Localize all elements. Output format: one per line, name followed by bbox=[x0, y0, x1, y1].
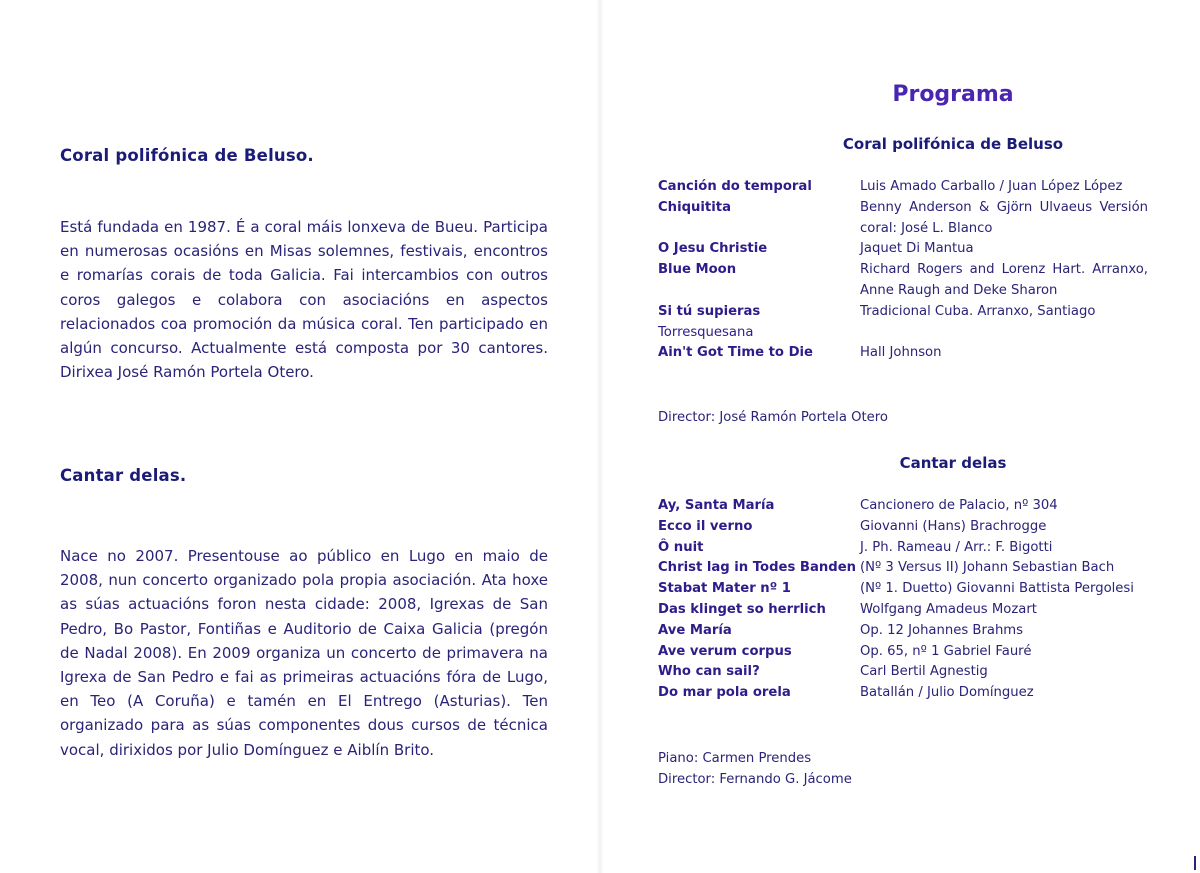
composer: Batallán / Julio Domínguez bbox=[860, 685, 1034, 701]
section-paragraph-coral-beluso: Está fundada en 1987. É a coral máis lonxeva de Bueu. Participa en numerosas ocasións en Misas solemnes, festivais, encontros e romarías corais de toda Galicia. Fai intercambios con outros coros galegos e colabora con asociacións en aspectos relacionados coa promoción da música coral. Ten participado en algún concurso. Actualmente está composta por 30 cantores. Dirixea José Ramón Portela Otero. bbox=[60, 218, 548, 382]
composer: Jaquet Di Mantua bbox=[860, 241, 974, 257]
section-paragraph-cantar-delas: Nace no 2007. Presentouse ao público en Lugo en maio de 2008, nun concerto organizado pola propia asociación. Ata hoxe as súas actuacións foron nesta cidade: 2008, Igrexas de San Pedro, Bo Pastor, Fontiñas e Auditorio de Caixa Galicia (pregón de Nadal 2008). En 2009 organiza un concerto de primavera na Igrexa de San Pedro e fai as primeiras actuacións fóra de Lugo, en Teo (A Coruña) e tamén en El Entrego (Asturias). Ten organizado para as súas componentes dous cursos de técnica vocal, dirixidos por Julio Domínguez e Aiblín Brito. bbox=[60, 547, 548, 759]
work-title: Das klinget so herrlich bbox=[658, 601, 826, 617]
piano-credit-cantar-delas: Piano: Carmen Prendes bbox=[658, 751, 812, 766]
programme-table-coral-beluso bbox=[658, 177, 1148, 364]
programme-row bbox=[658, 302, 1148, 323]
composer: Benny Anderson & Gjörn Ulvaeus Versión coral: José L. Blanco bbox=[860, 199, 1148, 236]
work-title: O Jesu Christie bbox=[658, 241, 768, 257]
programme-row bbox=[658, 260, 1148, 302]
programme-row bbox=[658, 621, 1148, 642]
choir-title-cantar-delas: Cantar delas bbox=[899, 454, 1007, 472]
programme-row bbox=[658, 579, 1148, 600]
work-title: Do mar pola orela bbox=[658, 685, 791, 701]
programme-title: Programa bbox=[892, 82, 1014, 107]
programme-row bbox=[658, 600, 1148, 621]
work-title: Ecco il verno bbox=[658, 518, 753, 534]
work-title: Ave María bbox=[658, 622, 732, 638]
director-credit-coral-beluso: Director: José Ramón Portela Otero bbox=[658, 410, 888, 425]
work-title: Who can sail? bbox=[658, 664, 760, 680]
programme-row bbox=[658, 198, 1148, 240]
programme-row bbox=[658, 343, 1148, 364]
composer: (Nº 1. Duetto) Giovanni Battista Pergolesi bbox=[860, 581, 1134, 597]
work-title: Chiquitita bbox=[658, 199, 731, 215]
section-heading-cantar-delas: Cantar delas. bbox=[60, 466, 187, 485]
work-title: Blue Moon bbox=[658, 262, 737, 278]
programme-row bbox=[658, 683, 1148, 704]
composer: Richard Rogers and Lorenz Hart. Arranxo, Anne Raugh and Deke Sharon bbox=[860, 262, 1148, 298]
composer: Hall Johnson bbox=[860, 345, 942, 361]
work-title: Ay, Santa María bbox=[658, 498, 775, 513]
programme-row bbox=[658, 517, 1148, 538]
programme-row bbox=[658, 239, 1148, 260]
programme-row bbox=[658, 323, 1148, 344]
programme-row bbox=[658, 177, 1148, 198]
programme-table-cantar-delas bbox=[658, 496, 1148, 704]
programme-row bbox=[658, 558, 1148, 579]
composer: Giovanni (Hans) Brachrogge bbox=[860, 518, 1047, 534]
composer: J. Ph. Rameau / Arr.: F. Bigotti bbox=[860, 539, 1053, 555]
work-title: Ô nuit bbox=[658, 539, 704, 555]
composer: (Nº 3 Versus II) Johann Sebastian Bach bbox=[860, 560, 1115, 576]
composer bbox=[860, 323, 1148, 344]
programme-row bbox=[658, 662, 1148, 683]
work-title: Torresquesana bbox=[658, 324, 754, 340]
work-title: Si tú supieras bbox=[658, 303, 761, 319]
programme-row bbox=[658, 496, 1148, 517]
work-title: Stabat Mater nº 1 bbox=[658, 581, 791, 597]
composer: Carl Bertil Agnestig bbox=[860, 664, 988, 680]
work-title: Christ lag in Todes Banden bbox=[658, 560, 857, 576]
programme-row bbox=[658, 538, 1148, 559]
composer: Op. 12 Johannes Brahms bbox=[860, 622, 1024, 638]
scan-edge-mark bbox=[1194, 856, 1196, 870]
composer: Cancionero de Palacio, nº 304 bbox=[860, 498, 1058, 513]
composer: Tradicional Cuba. Arranxo, Santiago bbox=[860, 303, 1096, 319]
choir-title-coral-beluso: Coral polifónica de Beluso bbox=[842, 135, 1064, 153]
right-page bbox=[600, 0, 1200, 873]
section-heading-coral-beluso: Coral polifónica de Beluso. bbox=[60, 146, 314, 165]
work-title: Canción do temporal bbox=[658, 179, 812, 194]
programme-row bbox=[658, 642, 1148, 663]
work-title: Ave verum corpus bbox=[658, 643, 792, 659]
composer: Wolfgang Amadeus Mozart bbox=[860, 601, 1037, 617]
director-credit-cantar-delas: Director: Fernando G. Jácome bbox=[658, 772, 852, 787]
work-title: Ain't Got Time to Die bbox=[658, 345, 813, 361]
composer: Op. 65, nº 1 Gabriel Fauré bbox=[860, 643, 1032, 659]
composer: Luis Amado Carballo / Juan López López bbox=[860, 179, 1123, 194]
